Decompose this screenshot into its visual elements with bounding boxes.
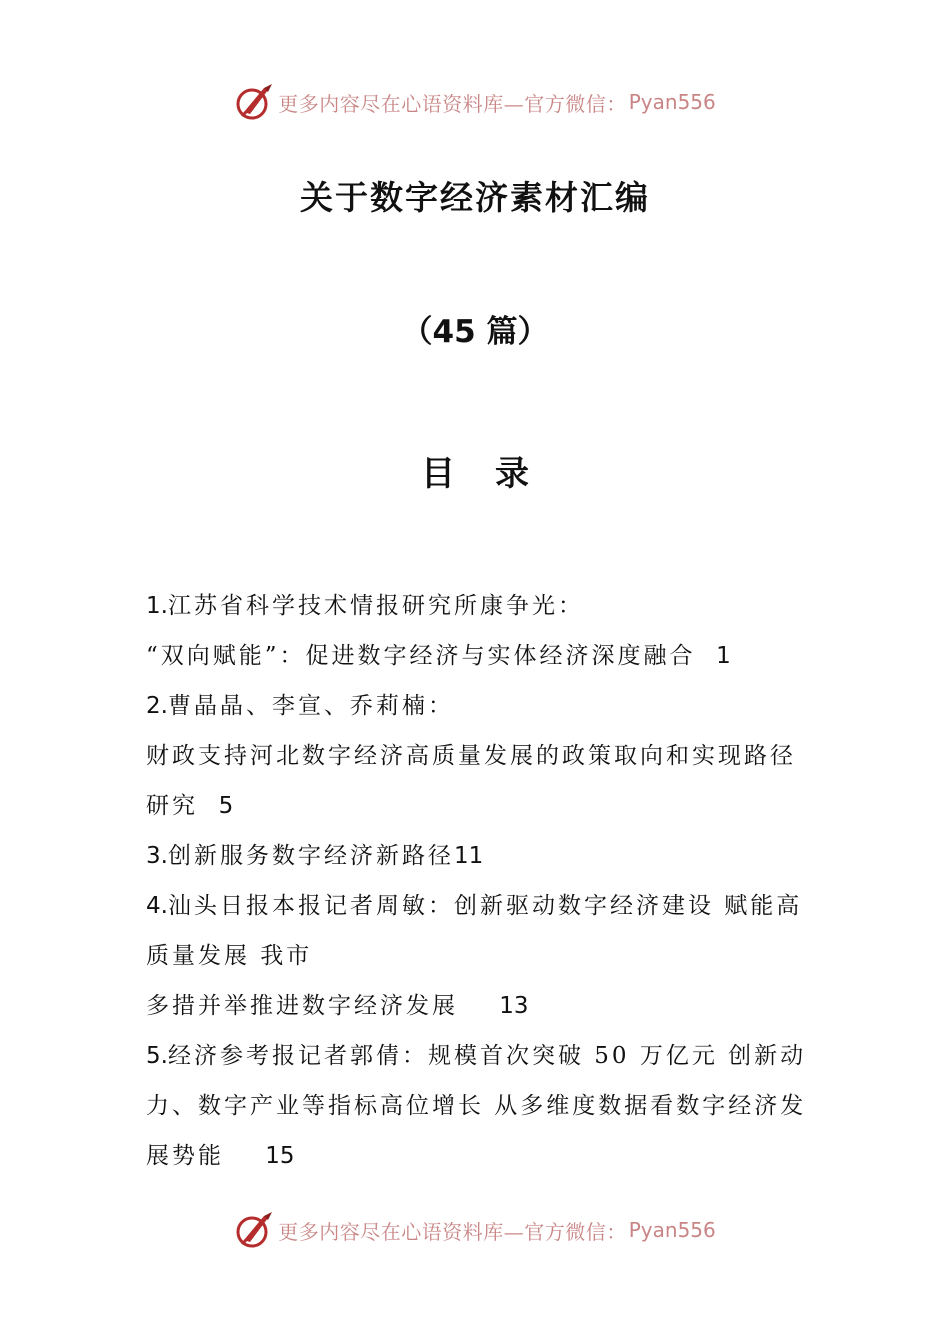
watermark-text: 更多内容尽在心语资料库—官方微信： <box>278 1219 627 1244</box>
toc-line[interactable]: 1.江苏省科学技术情报研究所康争光： <box>146 593 584 619</box>
watermark-bottom <box>0 1208 950 1252</box>
toc-page-number: 1 <box>716 643 731 669</box>
toc-page-number: 15 <box>265 1143 295 1169</box>
quill-logo-icon <box>234 82 274 122</box>
toc-line[interactable]: 4.汕头日报本报记者周敏：创新驱动数字经济建设 赋能高 <box>146 893 803 919</box>
toc-page-number: 13 <box>499 993 529 1019</box>
document-title: 关于数字经济素材汇编 <box>300 178 650 217</box>
watermark-wechat-id: Pyan556 <box>628 90 716 114</box>
toc-line[interactable]: 质量发展 我市 <box>146 943 313 969</box>
toc-line[interactable]: 财政支持河北数字经济高质量发展的政策取向和实现路径 <box>146 743 796 769</box>
quill-logo-icon <box>234 1210 274 1250</box>
toc-line[interactable]: 2.曹晶晶、李宣、乔莉楠： <box>146 693 454 719</box>
toc-line[interactable]: 多措并举推进数字经济发展 13 <box>146 993 529 1019</box>
toc-page-number: 11 <box>453 843 484 869</box>
toc-line[interactable]: 力、数字产业等指标高位增长 从多维度数据看数字经济发 <box>146 1093 807 1119</box>
document-subtitle: （45 篇） <box>401 314 549 350</box>
watermark-text: 更多内容尽在心语资料库—官方微信： <box>278 91 627 116</box>
toc-line[interactable]: 研究 5 <box>146 793 234 819</box>
toc-line[interactable]: 3.创新服务数字经济新路径11 <box>146 843 484 869</box>
toc-heading-second: 录 <box>495 454 529 494</box>
watermark-wechat-id: Pyan556 <box>628 1218 716 1242</box>
toc-heading-first: 目 <box>421 454 455 494</box>
toc-heading <box>0 446 950 495</box>
watermark-top <box>0 80 950 124</box>
toc-line[interactable]: 5.经济参考报记者郭倩：规模首次突破 50 万亿元 创新动 <box>146 1043 807 1069</box>
table-of-contents <box>146 581 816 1181</box>
toc-line[interactable]: 展势能 15 <box>146 1143 295 1169</box>
toc-line[interactable]: “双向赋能”：促进数字经济与实体经济深度融合 1 <box>146 643 731 669</box>
toc-page-number: 5 <box>218 793 234 819</box>
